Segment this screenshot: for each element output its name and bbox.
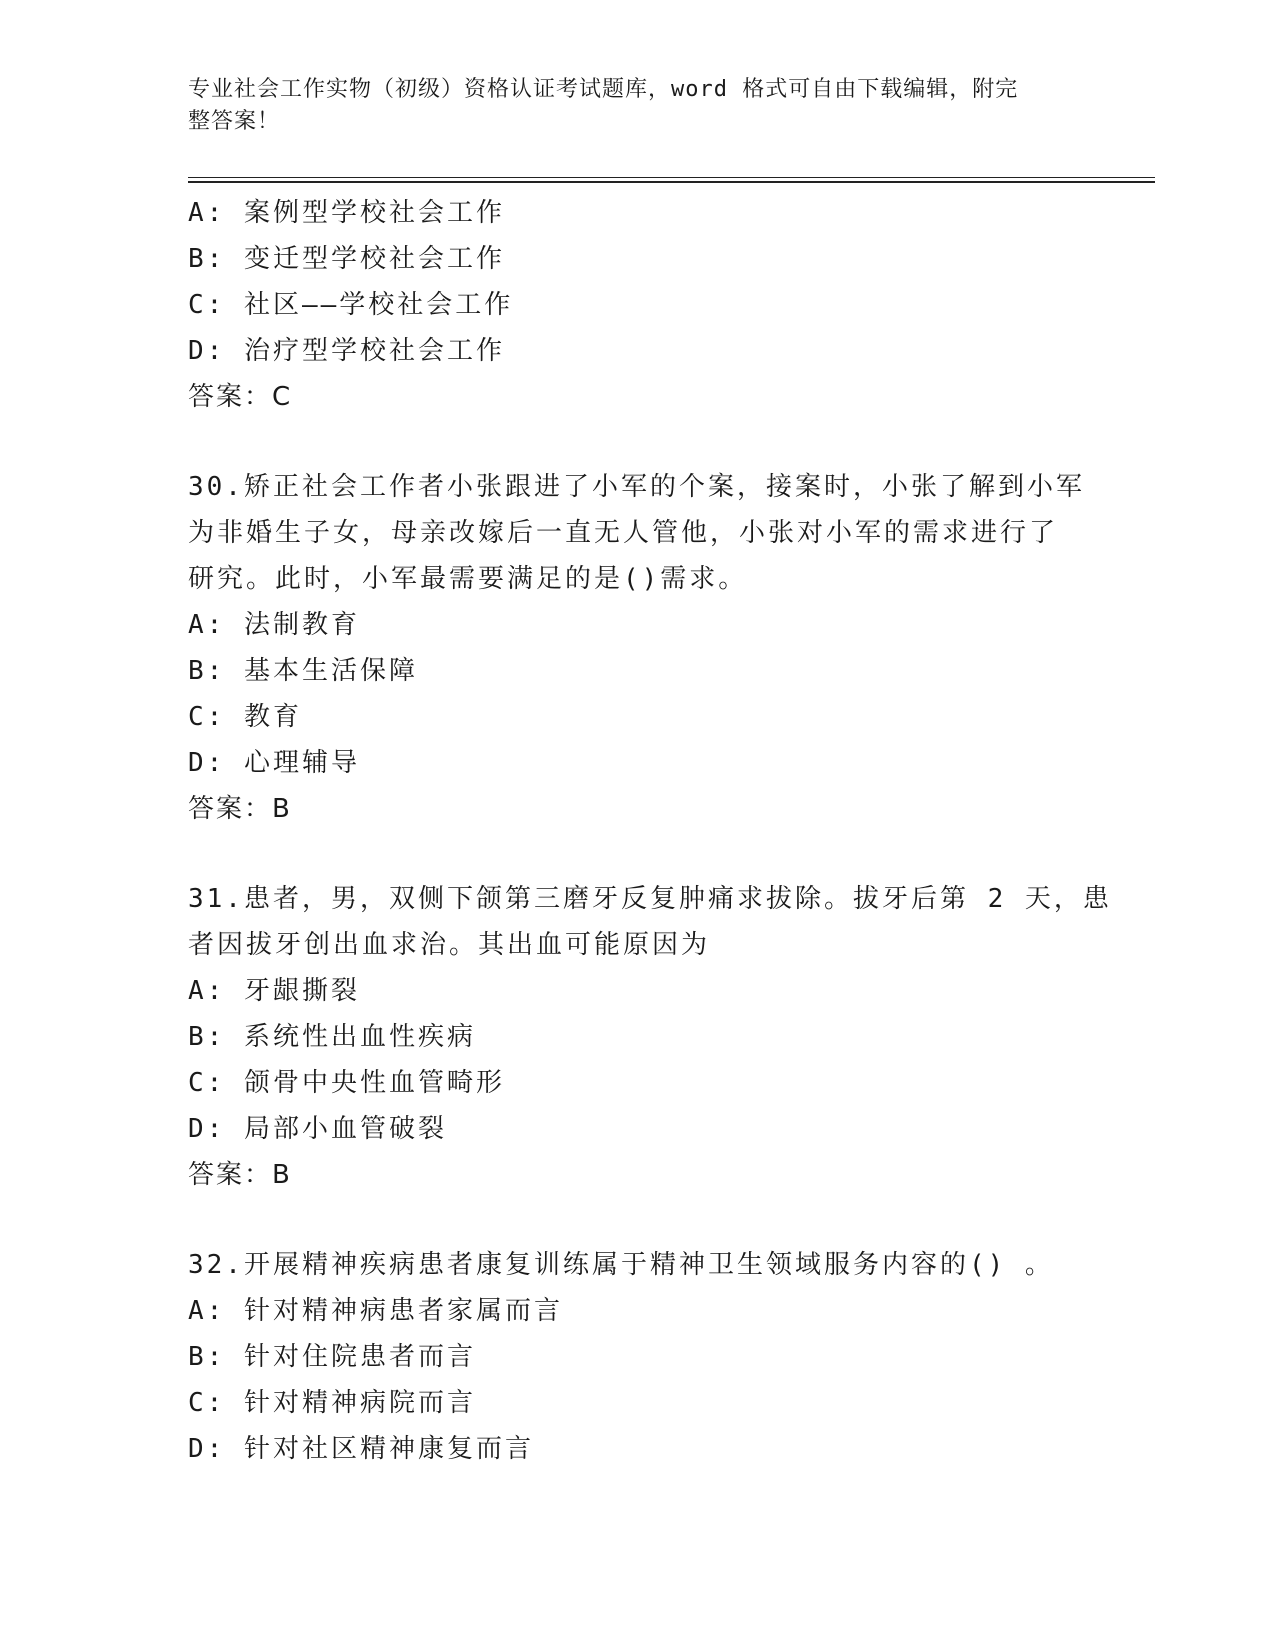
- question-text: [188, 876, 1112, 968]
- question-text-line: 32.开展精神疾病患者康复训练属于精神卫生领域服务内容的() 。: [188, 1250, 1054, 1280]
- option-a: A: 案例型学校社会工作: [188, 198, 505, 228]
- header-line-1: 专业社会工作实物（初级）资格认证考试题库，word 格式可自由下载编辑，附完: [188, 77, 1019, 102]
- option-d: D: 心理辅导: [188, 748, 360, 778]
- question-block-32: [188, 1242, 1088, 1472]
- header-divider-thick: [188, 181, 1155, 183]
- header-line-2: 整答案！: [188, 109, 281, 134]
- option-c: C: 社区——学校社会工作: [188, 290, 514, 320]
- question-text-line: 者因拔牙创出血求治。其出血可能原因为: [188, 930, 711, 960]
- question-text-line: 30.矫正社会工作者小张跟进了小军的个案，接案时，小张了解到小军: [188, 472, 1085, 502]
- option-b: B: 基本生活保障: [188, 656, 418, 686]
- option-b: B: 变迁型学校社会工作: [188, 244, 505, 274]
- answer-line: 答案：B: [188, 1160, 292, 1190]
- option-c: C: 颌骨中央性血管畸形: [188, 1068, 505, 1098]
- answer-line: 答案：B: [188, 794, 292, 824]
- question-text: [188, 1242, 1088, 1288]
- question-text-line: 研究。此时，小军最需要满足的是()需求。: [188, 564, 748, 594]
- question-text-line: 31.患者，男，双侧下颌第三磨牙反复肿痛求拔除。拔牙后第 2 天，患: [188, 884, 1112, 914]
- option-d: D: 治疗型学校社会工作: [188, 336, 505, 366]
- option-d: D: 局部小血管破裂: [188, 1114, 447, 1144]
- question-block-29: [188, 190, 1088, 420]
- option-a: A: 法制教育: [188, 610, 360, 640]
- question-list: [188, 190, 1112, 1472]
- option-c: C: 教育: [188, 702, 302, 732]
- option-b: B: 针对住院患者而言: [188, 1342, 476, 1372]
- header-divider-thin: [188, 177, 1155, 178]
- question-block-31: [188, 876, 1112, 1198]
- option-d: D: 针对社区精神康复而言: [188, 1434, 534, 1464]
- option-a: A: 针对精神病患者家属而言: [188, 1296, 563, 1326]
- option-b: B: 系统性出血性疾病: [188, 1022, 476, 1052]
- answer-line: 答案：C: [188, 382, 293, 412]
- question-text-line: 为非婚生子女，母亲改嫁后一直无人管他，小张对小军的需求进行了: [188, 518, 1059, 548]
- document-header: [188, 74, 1068, 138]
- option-c: C: 针对精神病院而言: [188, 1388, 476, 1418]
- option-a: A: 牙龈撕裂: [188, 976, 360, 1006]
- question-block-30: [188, 464, 1088, 832]
- question-text: [188, 464, 1088, 602]
